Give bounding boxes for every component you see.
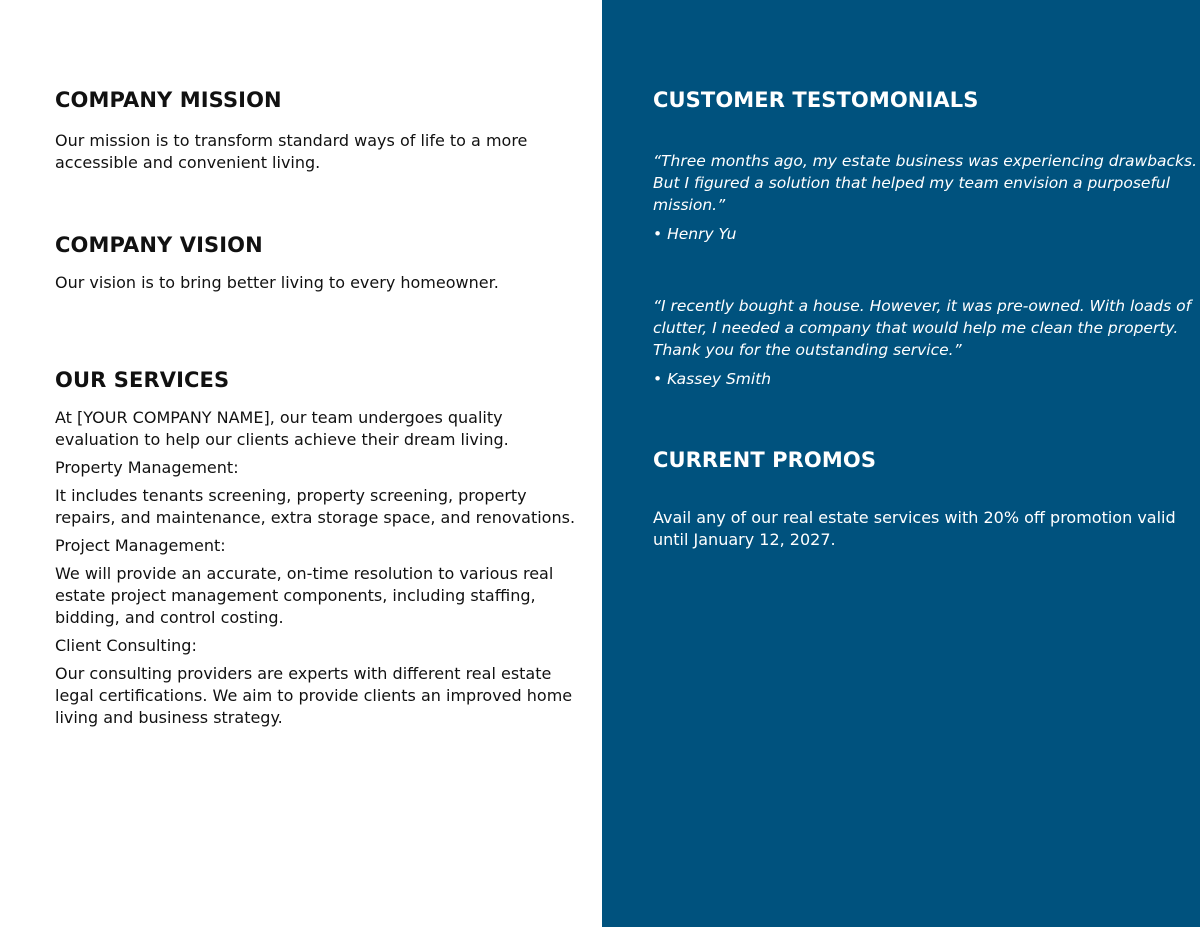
testimonial-line: “I recently bought a house. However, it was pre-owned. With loads of: [653, 297, 1192, 315]
promos-line: Avail any of our real estate services with 20% off promotion valid: [653, 508, 1176, 527]
consulting-line: legal certifications. We aim to provide clients an improved home: [55, 686, 573, 705]
promos-text: [653, 507, 1176, 551]
vision-text: [55, 272, 499, 294]
testimonial-line: Thank you for the outstanding service.”: [653, 341, 962, 359]
consulting-line: living and business strategy.: [55, 708, 283, 727]
project-line: bidding, and control costing.: [55, 608, 284, 627]
property-management-title: Property Management:: [55, 458, 239, 477]
mission-line: Our mission is to transform standard ways of life to a more: [55, 131, 528, 150]
client-consulting-title: Client Consulting:: [55, 636, 197, 655]
vision-line: Our vision is to bring better living to every homeowner.: [55, 273, 499, 292]
property-management-text: [55, 485, 575, 529]
testimonial-author: • Kassey Smith: [653, 370, 772, 388]
testimonial-line: clutter, I needed a company that would help me clean the property.: [653, 319, 1179, 337]
testimonial-quote: [653, 150, 1197, 216]
testimonials-heading: CUSTOMER TESTOMONIALS: [653, 88, 979, 112]
vision-heading: COMPANY VISION: [55, 233, 263, 257]
mission-text: [55, 130, 527, 174]
testimonial-line: mission.”: [653, 196, 726, 214]
promos-heading: CURRENT PROMOS: [653, 448, 877, 472]
property-line: It includes tenants screening, property screening, property: [55, 486, 527, 505]
project-line: We will provide an accurate, on-time resolution to various real: [55, 564, 554, 583]
project-management-text: [55, 563, 553, 629]
testimonial-line: “Three months ago, my estate business was experiencing drawbacks.: [653, 152, 1198, 170]
right-column: [602, 0, 1200, 927]
project-line: estate project management components, including staffing,: [55, 586, 536, 605]
services-intro-line: evaluation to help our clients achieve their dream living.: [55, 430, 509, 449]
client-consulting-text: [55, 663, 572, 729]
testimonial-author: • Henry Yu: [653, 225, 737, 243]
mission-heading: COMPANY MISSION: [55, 88, 282, 112]
testimonial-line: But I figured a solution that helped my team envision a purposeful: [653, 174, 1171, 192]
project-management-title: Project Management:: [55, 536, 226, 555]
testimonial-quote: [653, 295, 1191, 361]
services-intro-line: At [YOUR COMPANY NAME], our team undergoes quality: [55, 408, 503, 427]
services-heading: OUR SERVICES: [55, 368, 230, 392]
consulting-line: Our consulting providers are experts with different real estate: [55, 664, 552, 683]
services-intro: [55, 407, 509, 451]
promos-line: until January 12, 2027.: [653, 530, 836, 549]
mission-line: accessible and convenient living.: [55, 153, 321, 172]
property-line: repairs, and maintenance, extra storage space, and renovations.: [55, 508, 576, 527]
